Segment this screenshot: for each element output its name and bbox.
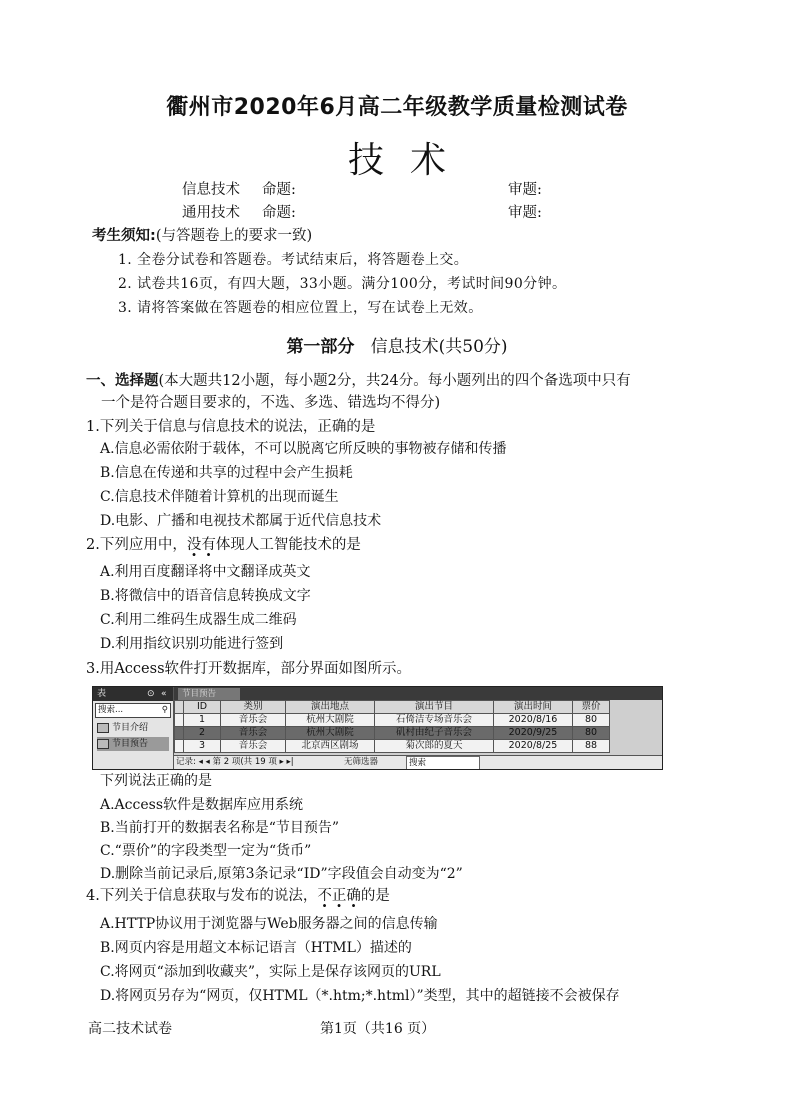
option: B.信息在传递和共享的过程中会产生损耗 [100, 465, 353, 481]
search-icon[interactable]: ⚲ [161, 705, 168, 715]
table-row[interactable]: 1 音乐会 杭州大剧院 石倚洁专场音乐会 2020/8/16 80 [175, 714, 610, 727]
record-navigator[interactable]: 记录: ◂ ◂ 第 2 项(共 19 项 ▸ ▸| [176, 757, 294, 767]
option: B.网页内容是用超文本标记语言（HTML）描述的 [100, 940, 412, 956]
option: D.删除当前记录后,原第3条记录“ID”字段值会自动变为“2” [100, 866, 463, 882]
part-one-intro: 一、选择题(本大题共12小题，每小题2分，共24分。每小题列出的四个备选项中只有 [86, 373, 631, 389]
question-stem: 1.下列关于信息与信息技术的说法，正确的是 [86, 419, 376, 435]
question-stem: 4.下列关于信息获取与发布的说法，不正确的是 [86, 888, 390, 904]
option: D.将网页另存为“网页，仅HTML（*.htm;*.html）”类型，其中的超链接不会被保存 [100, 988, 620, 1004]
credit-it-reviewer: 审题: [508, 182, 542, 198]
option: A.Access软件是数据库应用系统 [100, 797, 304, 813]
table-row[interactable]: 3 音乐会 北京西区剧场 菊次郎的夏天 2020/8/25 88 [175, 740, 610, 753]
part-one-intro-cont: 一个是符合题目要求的，不选、多选、错选均不得分) [101, 395, 441, 411]
option: C.利用二维码生成器生成二维码 [100, 612, 297, 628]
navigation-pane [93, 687, 174, 769]
notice-item: 2. 试卷共16页，有四大题，33小题。满分100分，考试时间90分钟。 [118, 276, 567, 292]
nav-table-item-selected[interactable]: 节目预告 [97, 737, 169, 751]
notice-heading: 考生须知:(与答题卷上的要求一致) [92, 228, 313, 244]
question-sub: 下列说法正确的是 [100, 773, 212, 789]
exam-subject: 技术 [347, 140, 472, 181]
table-row-selected[interactable]: 2 音乐会 杭州大剧院 矶村由纪子音乐会 2020/9/25 80 [175, 727, 610, 740]
option: A.信息必需依附于载体，不可以脱离它所反映的事物被存储和传播 [100, 441, 507, 457]
question-stem: 2.下列应用中，没有体现人工智能技术的是 [86, 537, 361, 553]
nav-pane-title: 表 [97, 689, 107, 699]
record-navigation-bar [174, 755, 662, 769]
column-header[interactable]: 票价 [573, 701, 610, 714]
section-heading: 第一部分 信息技术(共50分) [286, 337, 508, 357]
question-stem: 3.用Access软件打开数据库，部分界面如图所示。 [86, 661, 412, 677]
footer-page-number: 第1页（共16 页） [320, 1021, 436, 1037]
option: D.电影、广播和电视技术都属于近代信息技术 [100, 513, 382, 529]
column-header[interactable]: ID [184, 701, 221, 714]
collapse-icon[interactable]: « [161, 689, 167, 699]
column-header[interactable]: 类别 [221, 701, 286, 714]
filter-indicator[interactable]: 无筛选器 [344, 757, 379, 767]
option: A.HTTP协议用于浏览器与Web服务器之间的信息传输 [100, 916, 438, 932]
credit-gt-label: 通用技术 [182, 205, 240, 221]
credit-it-label: 信息技术 [182, 182, 240, 198]
record-search-input[interactable]: 搜索 [406, 756, 480, 770]
option: C.“票价”的字段类型一定为“货币” [100, 843, 312, 859]
table-icon [97, 723, 109, 733]
nav-search-input[interactable]: 搜索... ⚲ [95, 703, 171, 718]
access-screenshot [92, 686, 663, 770]
credit-gt-author: 命题: [262, 205, 296, 221]
notice-item: 1. 全卷分试卷和答题卷。考试结束后，将答题卷上交。 [118, 252, 469, 268]
credit-it-author: 命题: [262, 182, 296, 198]
notice-item: 3. 请将答案做在答题卷的相应位置上，写在试卷上无效。 [118, 300, 483, 316]
option: D.利用指纹识别功能进行签到 [100, 636, 284, 652]
option: B.将微信中的语音信息转换成文字 [100, 588, 311, 604]
datasheet-grid [174, 700, 610, 753]
footer-left: 高二技术试卷 [88, 1021, 172, 1037]
option: C.将网页“添加到收藏夹”，实际上是保存该网页的URL [100, 964, 441, 980]
option: B.当前打开的数据表名称是“节目预告” [100, 820, 340, 836]
table-icon [97, 739, 109, 749]
nav-pane-header [93, 687, 173, 701]
option: A.利用百度翻译将中文翻译成英文 [100, 564, 311, 580]
nav-table-item[interactable]: 节目介绍 [97, 721, 169, 735]
tab-table[interactable]: 节目预告 [178, 688, 240, 700]
column-header[interactable]: 演出地点 [286, 701, 375, 714]
exam-title: 衢州市2020年6月高二年级教学质量检测试卷 [166, 95, 628, 120]
document-tabbar [174, 687, 662, 700]
column-header[interactable]: 演出节目 [375, 701, 494, 714]
credit-gt-reviewer: 审题: [508, 205, 542, 221]
column-header[interactable]: 演出时间 [494, 701, 573, 714]
dropdown-icon[interactable]: ⊙ [147, 689, 155, 699]
option: C.信息技术伴随着计算机的出现而诞生 [100, 489, 339, 505]
